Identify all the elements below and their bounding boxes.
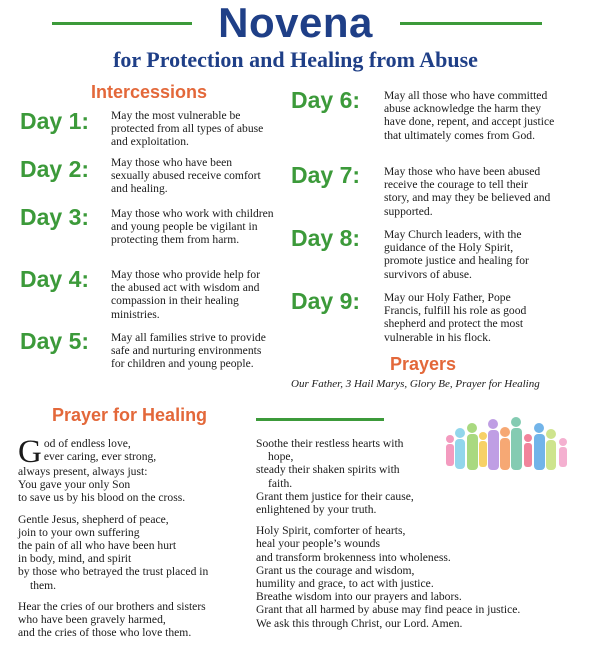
day-text: May all families strive to provide safe and nurturing environments for children and young people. xyxy=(111,331,266,371)
healing-heading: Prayer for Healing xyxy=(52,405,208,425)
stanza xyxy=(18,600,254,640)
prayer-line: hope, xyxy=(268,450,294,464)
prayer-line: Hear the cries of our brothers and sisters xyxy=(18,599,206,613)
day-label: Day 5: xyxy=(20,328,90,354)
day-text: May those who have been abused receive the courage to tell their story, and may they be believed and supported. xyxy=(384,165,551,218)
prayer-line: Soothe their restless hearts with xyxy=(256,437,404,450)
day-label: Day 1: xyxy=(20,108,90,134)
day-label: Day 6: xyxy=(291,87,361,113)
prayer-line: Grant that all harmed by abuse may find peace in justice. xyxy=(256,603,521,617)
prayer-line: them. xyxy=(30,578,57,592)
prayer-line: humility and grace, to act with justice. xyxy=(256,577,434,591)
stanza xyxy=(18,434,254,505)
stanza xyxy=(18,513,254,592)
day-text: May those who work with children and young people be vigilant in protecting them from harm. xyxy=(111,207,274,247)
day-text: May those who provide help for the abused act with wisdom and compassion in their healing ministries. xyxy=(111,268,261,321)
prayer-line: and the cries of those who love them. xyxy=(18,626,192,640)
prayer-line: and transform brokenness into wholeness. xyxy=(256,550,451,564)
day-label: Day 9: xyxy=(291,288,361,314)
healing-prayer-right xyxy=(256,437,586,638)
prayer-line: You gave your only Son xyxy=(18,478,131,492)
prayer-line: Gentle Jesus, shepherd of peace, xyxy=(18,512,169,526)
day-text: May those who have been sexually abused receive comfort and healing. xyxy=(111,156,261,196)
day-text: May the most vulnerable be protected from all types of abuse and exploitation. xyxy=(111,109,264,149)
day-text: May all those who have committed abuse acknowledge the harm they have done, repent, and accept justice that ultimately comes from God. xyxy=(384,89,555,142)
day-label: Day 2: xyxy=(20,156,90,182)
prayer-line: by those who betrayed the trust placed in xyxy=(18,565,209,579)
prayers-heading: Prayers xyxy=(390,354,457,374)
day-text: May Church leaders, with the guidance of the Holy Spirit, promote justice and healing for survivors of abuse. xyxy=(384,228,529,281)
prayer-line: to save us by his blood on the cross. xyxy=(18,491,186,505)
day-text: May our Holy Father, Pope Francis, fulfill his role as good shepherd and protect the most vulnerable in his flock. xyxy=(384,291,527,344)
prayer-line: faith. xyxy=(268,476,293,490)
prayer-line: in body, mind, and spirit xyxy=(18,552,132,566)
prayer-line: heal your people’s wounds xyxy=(256,537,380,551)
prayer-line: Grant us the courage and wisdom, xyxy=(256,563,415,577)
prayer-line: join to your own suffering xyxy=(18,525,140,539)
prayer-line: We ask this through Christ, our Lord. Amen. xyxy=(256,616,463,630)
prayer-line: who have been gravely harmed, xyxy=(18,613,166,627)
prayer-line: Holy Spirit, comforter of hearts, xyxy=(256,524,406,538)
healing-prayer-left xyxy=(18,434,254,647)
prayer-line: always present, always just: xyxy=(18,465,148,478)
day-label: Day 7: xyxy=(291,162,361,188)
prayer-line: steady their shaken spirits with xyxy=(256,463,400,477)
prayer-line: Grant them justice for their cause, xyxy=(256,489,414,503)
drop-cap: G xyxy=(18,434,42,470)
stanza xyxy=(256,437,586,516)
prayer-line: the pain of all who have been hurt xyxy=(18,539,177,553)
prayer-line: od of endless love, xyxy=(43,437,131,450)
prayer-line: Breathe wisdom into our prayers and labors. xyxy=(256,590,462,604)
healing-rule xyxy=(256,418,384,421)
prayer-line: ever caring, ever strong, xyxy=(43,450,157,464)
stanza xyxy=(256,524,586,630)
day-label: Day 4: xyxy=(20,266,90,292)
prayer-line: enlightened by your truth. xyxy=(256,503,377,517)
day-label: Day 8: xyxy=(291,225,361,251)
page-title: Novena xyxy=(218,0,373,46)
page-subtitle: for Protection and Healing from Abuse xyxy=(113,47,478,72)
prayers-list: Our Father, 3 Hail Marys, Glory Be, Prayer for Healing xyxy=(291,378,540,390)
day-label: Day 3: xyxy=(20,204,90,230)
intercessions-heading: Intercessions xyxy=(91,82,208,102)
